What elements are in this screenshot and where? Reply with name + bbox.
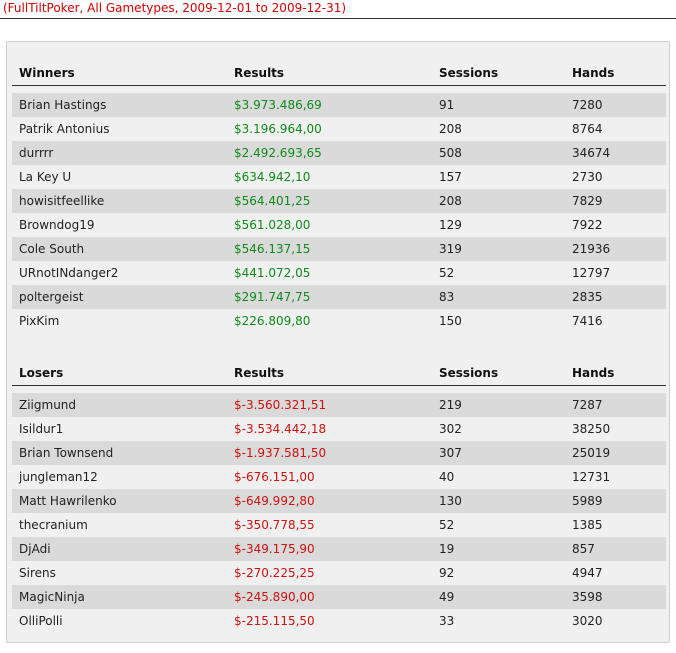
result-value: $441.072,05 <box>234 266 311 280</box>
winners-table <box>12 93 666 333</box>
hands-value: 4947 <box>572 566 603 580</box>
player-name: Isildur1 <box>19 422 64 436</box>
result-value: $-215.115,50 <box>234 614 315 628</box>
player-name: PixKim <box>19 314 60 328</box>
hands-value: 21936 <box>572 242 611 256</box>
losers-heading: Losers <box>19 366 64 380</box>
player-name: URnotINdanger2 <box>19 266 119 280</box>
hands-value: 25019 <box>572 446 611 460</box>
table-row <box>12 285 666 309</box>
sessions-value: 83 <box>439 290 455 304</box>
player-name: howisitfeellike <box>19 194 105 208</box>
sessions-value: 19 <box>439 542 455 556</box>
result-value: $564.401,25 <box>234 194 311 208</box>
report-header <box>0 0 676 19</box>
table-row <box>12 261 666 285</box>
result-value: $3.973.486,69 <box>234 98 322 112</box>
winners-header-row <box>12 48 666 86</box>
sessions-value: 208 <box>439 122 462 136</box>
hands-value: 2835 <box>572 290 603 304</box>
hands-value: 12731 <box>572 470 611 484</box>
table-row <box>12 165 666 189</box>
result-value: $291.747,75 <box>234 290 311 304</box>
hands-value: 8764 <box>572 122 603 136</box>
winners-section <box>12 48 666 333</box>
table-row <box>12 609 666 633</box>
table-row <box>12 585 666 609</box>
sessions-value: 49 <box>439 590 455 604</box>
result-value: $634.942,10 <box>234 170 311 184</box>
result-value: $546.137,15 <box>234 242 311 256</box>
hands-value: 3598 <box>572 590 603 604</box>
sessions-value: 129 <box>439 218 462 232</box>
player-name: Cole South <box>19 242 85 256</box>
result-value: $-270.225,25 <box>234 566 315 580</box>
results-column-header: Results <box>234 366 285 380</box>
results-column-header: Results <box>234 66 285 80</box>
result-value: $-3.534.442,18 <box>234 422 327 436</box>
hands-column-header: Hands <box>572 366 615 380</box>
hands-column-header: Hands <box>572 66 615 80</box>
sessions-value: 92 <box>439 566 455 580</box>
hands-value: 857 <box>572 542 595 556</box>
hands-value: 38250 <box>572 422 611 436</box>
sessions-value: 208 <box>439 194 462 208</box>
player-name: jungleman12 <box>19 470 98 484</box>
hands-value: 1385 <box>572 518 603 532</box>
report-title: (FullTiltPoker, All Gametypes, 2009-12-01 to 2009-12-31) <box>3 1 347 15</box>
result-value: $2.492.693,65 <box>234 146 322 160</box>
result-value: $-649.992,80 <box>234 494 315 508</box>
hands-value: 7280 <box>572 98 603 112</box>
player-name: thecranium <box>19 518 88 532</box>
table-row <box>12 117 666 141</box>
result-value: $-245.890,00 <box>234 590 315 604</box>
sessions-value: 302 <box>439 422 462 436</box>
sessions-value: 91 <box>439 98 455 112</box>
sessions-value: 157 <box>439 170 462 184</box>
result-value: $-1.937.581,50 <box>234 446 327 460</box>
result-value: $561.028,00 <box>234 218 311 232</box>
sessions-value: 219 <box>439 398 462 412</box>
result-value: $-349.175,90 <box>234 542 315 556</box>
table-row <box>12 489 666 513</box>
sessions-column-header: Sessions <box>439 66 499 80</box>
result-value: $-3.560.321,51 <box>234 398 327 412</box>
winners-heading: Winners <box>19 66 75 80</box>
player-name: durrrr <box>19 146 54 160</box>
player-name: MagicNinja <box>19 590 85 604</box>
losers-section <box>12 348 666 633</box>
result-value: $-676.151,00 <box>234 470 315 484</box>
sessions-value: 130 <box>439 494 462 508</box>
player-name: Patrik Antonius <box>19 122 110 136</box>
sessions-value: 40 <box>439 470 455 484</box>
hands-value: 12797 <box>572 266 611 280</box>
table-row <box>12 213 666 237</box>
player-name: Matt Hawrilenko <box>19 494 117 508</box>
sessions-value: 307 <box>439 446 462 460</box>
result-value: $3.196.964,00 <box>234 122 322 136</box>
sessions-column-header: Sessions <box>439 366 499 380</box>
hands-value: 7829 <box>572 194 603 208</box>
player-name: Ziigmund <box>19 398 77 412</box>
player-name: poltergeist <box>19 290 84 304</box>
table-row <box>12 441 666 465</box>
table-row <box>12 537 666 561</box>
results-panel <box>6 41 670 643</box>
hands-value: 7922 <box>572 218 603 232</box>
table-row <box>12 93 666 117</box>
player-name: Browndog19 <box>19 218 95 232</box>
table-row <box>12 513 666 537</box>
table-row <box>12 237 666 261</box>
sessions-value: 52 <box>439 266 455 280</box>
losers-header-row <box>12 348 666 386</box>
hands-value: 5989 <box>572 494 603 508</box>
table-row <box>12 189 666 213</box>
player-name: OlliPolli <box>19 614 63 628</box>
player-name: La Key U <box>19 170 72 184</box>
hands-value: 2730 <box>572 170 603 184</box>
table-row <box>12 393 666 417</box>
sessions-value: 33 <box>439 614 455 628</box>
hands-value: 7416 <box>572 314 603 328</box>
table-row <box>12 309 666 333</box>
result-value: $-350.778,55 <box>234 518 315 532</box>
hands-value: 7287 <box>572 398 603 412</box>
table-row <box>12 561 666 585</box>
sessions-value: 508 <box>439 146 462 160</box>
table-row <box>12 417 666 441</box>
table-row <box>12 141 666 165</box>
player-name: Brian Hastings <box>19 98 107 112</box>
player-name: DjAdi <box>19 542 51 556</box>
sessions-value: 150 <box>439 314 462 328</box>
player-name: Sirens <box>19 566 56 580</box>
player-name: Brian Townsend <box>19 446 114 460</box>
hands-value: 3020 <box>572 614 603 628</box>
sessions-value: 319 <box>439 242 462 256</box>
sessions-value: 52 <box>439 518 455 532</box>
table-row <box>12 465 666 489</box>
result-value: $226.809,80 <box>234 314 311 328</box>
losers-table <box>12 393 666 633</box>
hands-value: 34674 <box>572 146 611 160</box>
